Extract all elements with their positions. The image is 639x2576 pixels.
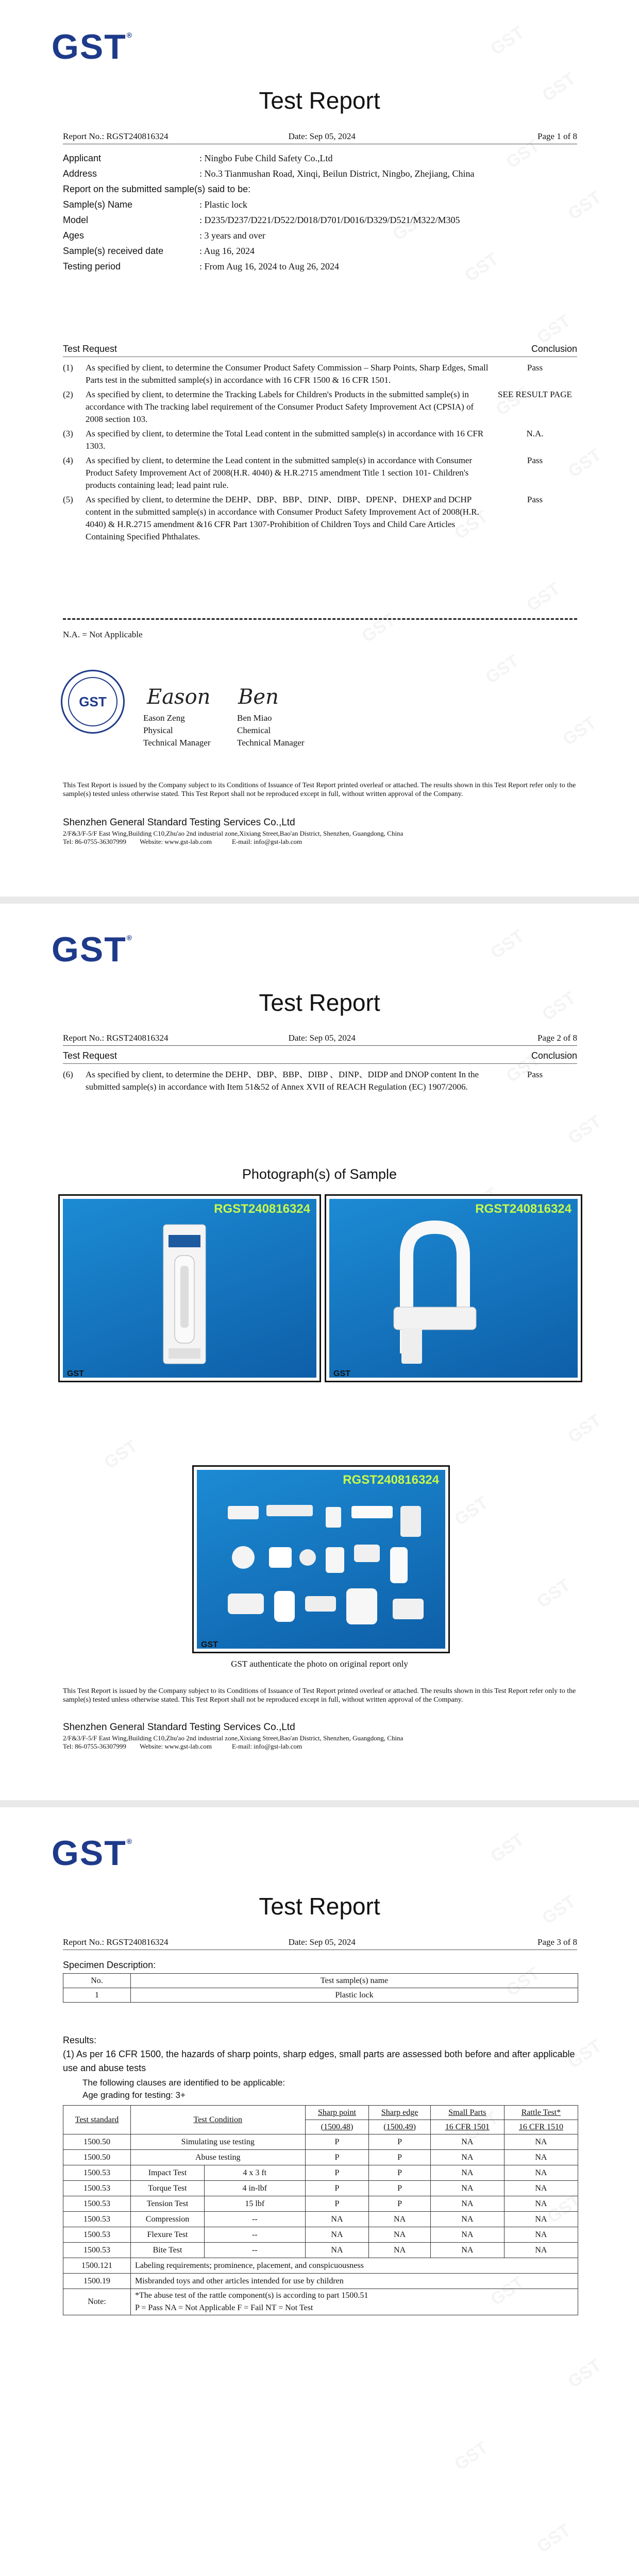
result-1-clauses: The following clauses are identified to be applicable: — [82, 2078, 285, 2088]
company-seal: GST — [61, 670, 125, 734]
report-date: Date: Sep 05, 2024 — [288, 1033, 356, 1043]
column-header: Small Parts — [430, 2106, 504, 2120]
table-row: 1500.50 Abuse testing P P NA NA — [63, 2150, 578, 2165]
test-request-item: (5) As specified by client, to determine the DEHP、DBP、BBP、DINP、DIBP、DPENP、DHEXP and DCHP content in the submitted sample(s) in accordance with Consumer Product Safety Improvement Act of 2008(H.R. 4040) & H.R.2715 amendment &16 CFR Part 1307-Prohibition of Children Toys and Child Care Articles Containing Specified Phthalates. Pass — [63, 495, 543, 541]
table-row: 1500.53 Bite Test -- NA NA NA NA — [63, 2243, 578, 2258]
table-row: 1500.53 Impact Test 4 x 3 ft P P NA NA — [63, 2165, 578, 2181]
photo-tag: RGST240816324 — [343, 1473, 439, 1487]
applicant-label: Applicant — [63, 152, 102, 163]
specimen-table — [63, 1973, 578, 2003]
test-request-header — [63, 1050, 577, 1064]
table-row: 1500.53 Flexure Test -- NA NA NA NA — [63, 2227, 578, 2243]
photo-tag: RGST240816324 — [214, 1202, 310, 1216]
sample-photo: RGST240816324 GST — [58, 1194, 321, 1382]
test-request-item: (1) As specified by client, to determine the Consumer Product Safety Commission – Sharp Points, Sharp Edges, Small Parts test in the submitted sample(s) in accordance with 16 CFR 1500 & 16 CFR 1501. Pass — [63, 363, 543, 385]
photo-caption: GST authenticate the photo on original report only — [231, 1659, 408, 1669]
address-label: Address — [63, 168, 97, 179]
photo-tag: RGST240816324 — [475, 1202, 571, 1216]
test-request-list — [63, 1069, 577, 1095]
test-request-item: (2) As specified by client, to determine the Tracking Labels for Children's Products in the submitted sample(s) in accordance with The tracking label requirement of the Consumer Product Safety Improvement Act (CPSIA) of 2008 section 103. SEE RESULT PAGE — [63, 389, 572, 424]
signatory: Ben Miao Chemical Technical Manager — [237, 713, 305, 748]
test-request-item: (6) As specified by client, to determine the DEHP、DBP、BBP、DIBP 、DINP、DIDP and DNOP content In the submitted sample(s) in accordance with Item 51&52 of Annex XVII of REACH Regulation (EC) 1907/2006. Pass — [63, 1070, 543, 1092]
sample-value: : Plastic lock — [199, 199, 247, 210]
gst-logo: GST® — [52, 1834, 133, 1873]
report-number: Report No.: RGST240816324 — [63, 1937, 169, 1947]
sample-photo: RGST240816324 GST — [192, 1465, 450, 1653]
page-number: Page 1 of 8 — [537, 131, 577, 141]
table-row: 1500.53 Compression -- NA NA NA NA — [63, 2212, 578, 2227]
report-page-3 — [0, 1807, 639, 2576]
report-meta — [63, 131, 577, 144]
page-title: Test Report — [259, 87, 380, 114]
page-title: Test Report — [259, 1893, 380, 1920]
period-value: : From Aug 16, 2024 to Aug 26, 2024 — [199, 261, 340, 272]
specimen-label: Specimen Description: — [63, 1960, 156, 1970]
test-request-label: Test Request — [63, 344, 117, 354]
page-title: Test Report — [259, 989, 380, 1016]
signatory: Eason Zeng Physical Technical Manager — [143, 713, 211, 748]
sample-photo: RGST240816324 GST — [325, 1194, 582, 1382]
test-request-list — [63, 362, 577, 545]
results-label: Results: — [63, 2035, 97, 2045]
period-label: Testing period — [63, 261, 121, 272]
test-request-item: (3) As specified by client, to determine the Total Lead content in the submitted sample(s) in accordance with 16 CFR 1303. N.A. — [63, 429, 544, 451]
disclaimer: This Test Report is issued by the Company subject to its Conditions of Issuance of Test Report printed overleaf or attached. The results shown in this Test Report refer only to the sample(s) tested unless otherwise stated. This Test Report shall not be reproduced except in full, without written approval of the Company. — [63, 782, 576, 798]
na-note: N.A. = Not Applicable — [63, 630, 143, 639]
gst-logo: GST® — [52, 930, 133, 969]
result-1-text: (1) As per 16 CFR 1500, the hazards of sharp points, sharp edges, small parts are assessed both before and after applicable use and abuse tests — [63, 2049, 575, 2073]
lab-contact: 2/F&3/F-5/F East Wing,Building C10,Zhu'ao 2nd industrial zone,Xixiang Street,Bao'an District, Shenzhen, Guangdong, China Tel: 86-0755-36307999 Website: www.gst-lab.com E-mail: info@gst-lab.com — [63, 829, 403, 845]
column-header: Sharp point — [305, 2106, 369, 2120]
column-header: Sharp edge — [369, 2106, 430, 2120]
column-header: Test Condition — [131, 2106, 306, 2134]
received-value: : Aug 16, 2024 — [199, 245, 255, 256]
address-value: : No.3 Tianmushan Road, Xinqi, Beilun District, Ningbo, Zhejiang, China — [199, 168, 475, 179]
conclusion-label: Conclusion — [531, 1050, 577, 1061]
signature: Ben — [238, 685, 279, 709]
page-number: Page 3 of 8 — [537, 1937, 577, 1947]
ages-value: : 3 years and over — [199, 230, 265, 241]
report-date: Date: Sep 05, 2024 — [288, 1937, 356, 1947]
model-label: Model — [63, 214, 89, 225]
page-number: Page 2 of 8 — [537, 1033, 577, 1043]
table-note-row: Note: *The abuse test of the rattle component(s) is according to part 1500.51 P = Pass NA = Not Applicable F = Fail NT = Not Test — [63, 2289, 578, 2315]
photo-heading: Photograph(s) of Sample — [242, 1166, 397, 1182]
table-row: 1500.121 Labeling requirements; prominence, placement, and conspicuousness — [63, 2258, 578, 2274]
column-header: Rattle Test* — [504, 2106, 578, 2120]
report-meta — [63, 1937, 577, 1950]
lab-name: Shenzhen General Standard Testing Services Co.,Ltd — [63, 817, 295, 828]
report-page-2 — [0, 904, 639, 1800]
report-number: Report No.: RGST240816324 — [63, 1033, 169, 1043]
table-row: 1500.19 Misbranded toys and other articles intended for use by children — [63, 2274, 578, 2289]
table-row: 1 Plastic lock — [63, 1988, 578, 2003]
report-intro: Report on the submitted sample(s) said to be: — [63, 183, 251, 194]
table-row: 1500.50 Simulating use testing P P NA NA — [63, 2134, 578, 2150]
disclaimer: This Test Report is issued by the Company subject to its Conditions of Issuance of Test Report printed overleaf or attached. The results shown in this Test Report refer only to the sample(s) tested unless otherwise stated. This Test Report shall not be reproduced except in full, without written approval of the Company. — [63, 1687, 576, 1704]
cfr-results-table: Test standard Test Condition Sharp point Sharp edge Small Parts Rattle Test* (1500.48) (1500.49) 16 CFR 1501 16 CFR 1510 1500.50 Simulating use testing P P NA NA 1500.50 Abuse testing P P NA NA 1500.53 Impact Test 4 x 3 ft P P NA NA 1500.53 Torque Test 4 in-lbf P P NA NA 1500.53 Tension Test 15 lbf P P NA NA 1500.53 Compression -- NA NA NA NA 1500.53 Flexure Test -- NA NA NA NA 1500.53 Bite Test -- NA NA NA NA 1500.121 Labeling requirements; prominence, placement, and conspicuousness 1500.19 Misbranded toys and other articles intended for use by children Note: *The abuse test of the rattle component(s) is according to part 1500.51 P = Pass NA = Not Applicable F = Fail NT = Not Test — [63, 2105, 578, 2315]
column-header: Test standard — [63, 2106, 131, 2134]
test-request-header — [63, 344, 577, 357]
report-date: Date: Sep 05, 2024 — [288, 131, 356, 141]
model-value: : D235/D237/D221/D522/D018/D701/D016/D329/D521/M322/M305 — [199, 214, 460, 225]
divider — [63, 618, 577, 620]
sample-label: Sample(s) Name — [63, 199, 133, 210]
gst-logo: GST® — [52, 27, 133, 66]
report-number: Report No.: RGST240816324 — [63, 131, 169, 141]
signature: Eason — [147, 685, 211, 709]
column-header: Test sample(s) name — [131, 1974, 578, 1988]
result-1-age: Age grading for testing: 3+ — [82, 2090, 186, 2100]
conclusion-label: Conclusion — [531, 344, 577, 354]
received-label: Sample(s) received date — [63, 245, 164, 256]
ages-label: Ages — [63, 230, 85, 241]
applicant-value: : Ningbo Fube Child Safety Co.,Ltd — [199, 152, 333, 163]
lab-name: Shenzhen General Standard Testing Services Co.,Ltd — [63, 1722, 295, 1733]
column-header: No. — [63, 1974, 131, 1988]
test-request-item: (4) As specified by client, to determine the Lead content in the submitted sample(s) in accordance with Consumer Product Safety Improvement Act of 2008(H.R. 4040) & H.R.2715 amendment Title 1 section 101- Children's products containing lead; lead paint rule. Pass — [63, 455, 543, 490]
lab-contact: 2/F&3/F-5/F East Wing,Building C10,Zhu'ao 2nd industrial zone,Xixiang Street,Bao'an District, Shenzhen, Guangdong, China Tel: 86-0755-36307999 Website: www.gst-lab.com E-mail: info@gst-lab.com — [63, 1734, 403, 1750]
table-row: 1500.53 Torque Test 4 in-lbf P P NA NA — [63, 2181, 578, 2196]
table-row: 1500.53 Tension Test 15 lbf P P NA NA — [63, 2196, 578, 2212]
report-meta — [63, 1033, 577, 1046]
test-request-label: Test Request — [63, 1050, 117, 1061]
report-page-1 — [0, 0, 639, 896]
client-fields — [63, 150, 577, 274]
